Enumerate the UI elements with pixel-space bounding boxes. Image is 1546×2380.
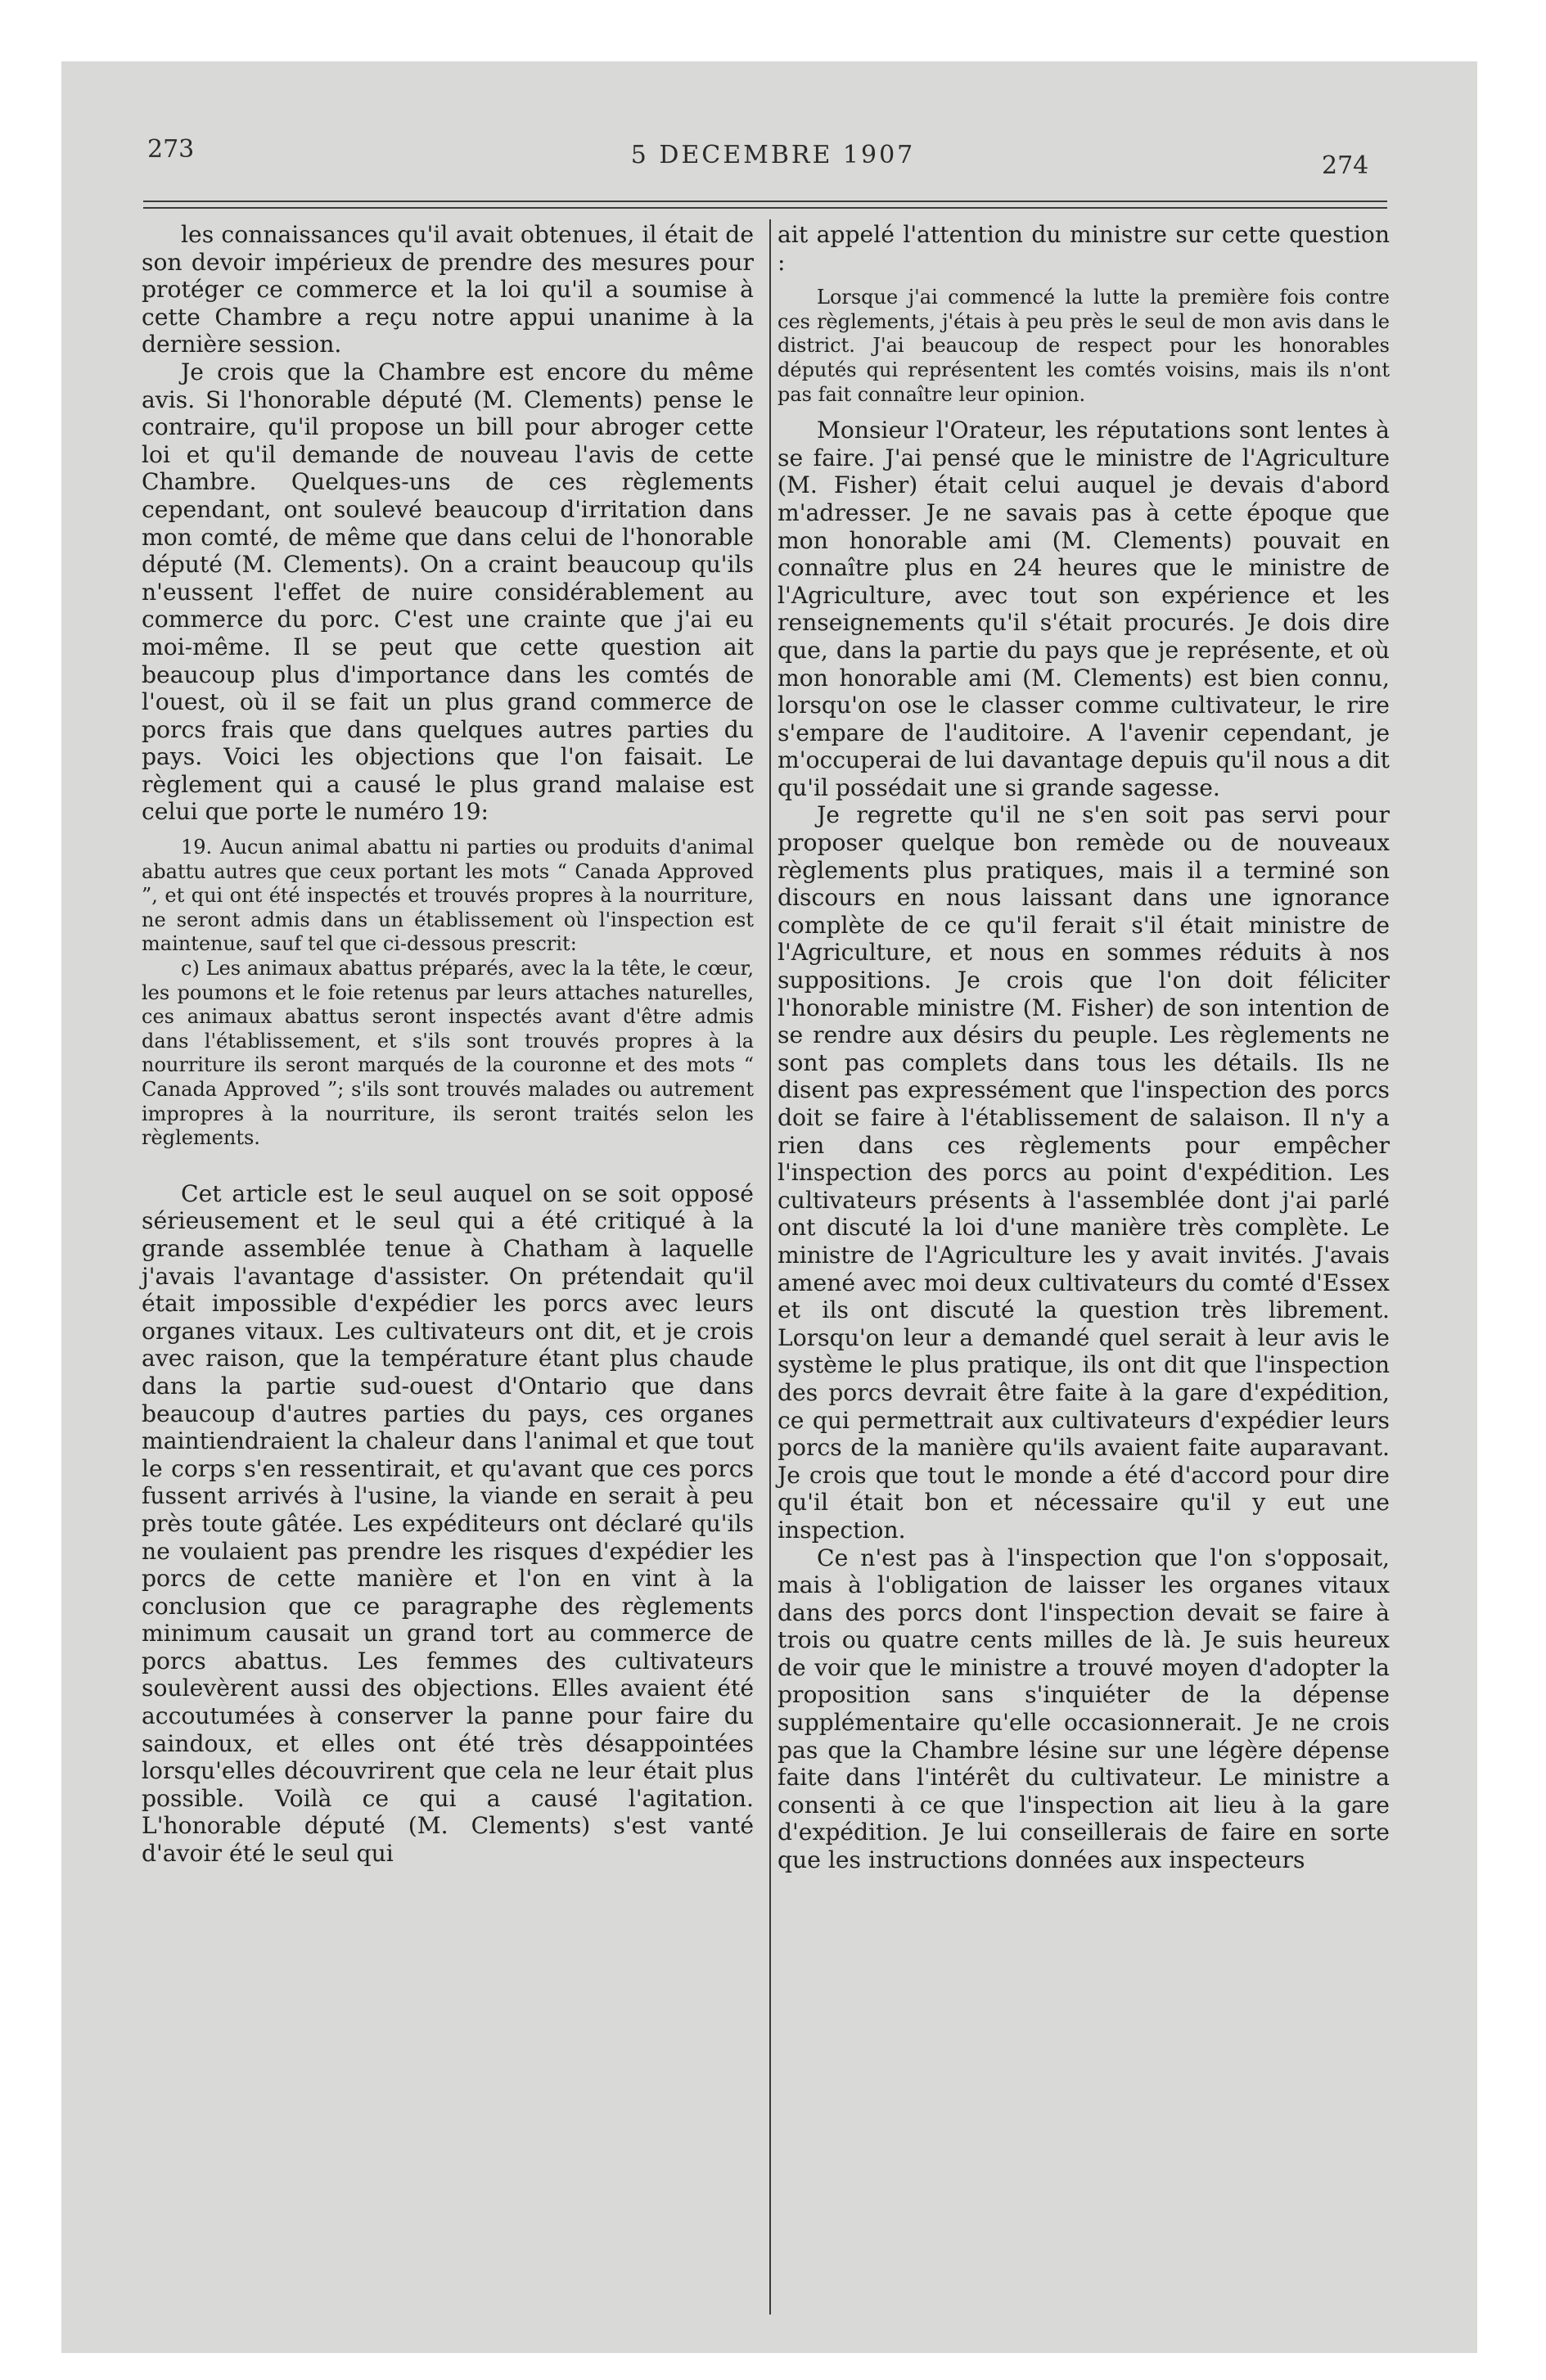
regulation-quote xyxy=(142,836,754,1151)
page-number-left: 273 xyxy=(147,135,195,164)
paragraph: Cet article est le seul auquel on se soit opposé sérieusement et le seul qui a été critiqué à la grande assemblée tenue à Chatham à laquelle j'avais l'avantage d'assister. On prétendait qu'il était impossible d'expédier les porcs avec leurs organes vitaux. Les cultivateurs ont dit, et je crois avec raison, que la température étant plus chaude dans la partie sud-ouest d'Ontario que dans beaucoup d'autres parties du pays, ces organes maintiendraient la chaleur dans l'animal et que tout le corps s'en ressentirait, et qu'avant que ces porcs fussent arrivés à l'usine, la viande en serait à peu près toute gâtée. Les expéditeurs ont déclaré qu'ils ne voulaient pas prendre les risques d'expédier les porcs de cette manière et l'on en vint à la conclusion que ce paragraphe des règlements minimum causait un grand tort au commerce de porcs abattus. Les femmes des cultivateurs soulevèrent aussi des objections. Elles avaient été accoutumées à conserver la panne pour faire du saindoux, et elles ont été très désappointées lorsqu'elles découvrirent que cela ne leur était plus possible. Voilà ce qui a causé l'agitation. L'honorable député (M. Clements) s'est vanté d'avoir été le seul qui xyxy=(142,1179,754,1868)
header-rule-bottom xyxy=(143,207,1387,209)
quote-paragraph: c) Les animaux abattus préparés, avec la la tête, le cœur, les poumons et le foie retenus par leurs attaches naturelles, ces animaux abattus seront inspectés avant d'être admis dans l'établissement, et s'ils sont trouvés propres à la nourriture ils seront marqués de la couronne et des mots “ Canada Approved ”; s'ils sont trouvés malades ou autrement impropres à la nourriture, ils seront traités selon les règlements. xyxy=(142,957,754,1150)
paragraph: Je crois que la Chambre est encore du même avis. Si l'honorable député (M. Clements) pense le contraire, qu'il propose un bill pour abroger cette loi et qu'il demande de nouveau l'avis de cette Chambre. Quelques-uns de ces règlements cependant, ont soulevé beaucoup d'irritation dans mon comté, de même que dans celui de l'honorable député (M. Clements). On a craint beaucoup qu'ils n'eussent l'effet de nuire considérablement au commerce du porc. C'est une crainte que j'ai eu moi-même. Il se peut que cette question ait beaucoup plus d'importance dans les comtés de l'ouest, où il se fait un plus grand commerce de porcs frais que dans quelques autres parties du pays. Voici les objections que l'on faisait. Le règlement qui a causé le plus grand malaise est celui que porte le numéro 19: xyxy=(142,358,754,826)
paragraph: les connaissances qu'il avait obtenues, il était de son devoir impérieux de prendre des mesures pour protéger ce commerce et la loi qu'il a soumise à cette Chambre a reçu notre appui unanime à la dernière session. xyxy=(142,221,754,358)
left-column xyxy=(142,221,754,1868)
paragraph: Je regrette qu'il ne s'en soit pas servi pour proposer quelque bon remède ou de nouveaux règlements plus pratiques, mais il a terminé son discours en nous laissant dans une ignorance complète de ce qu'il ferait s'il était ministre de l'Agriculture, et nous en sommes réduits à nos suppositions. Je crois que l'on doit féliciter l'honorable ministre (M. Fisher) de son intention de se rendre aux désirs du peuple. Les règlements ne sont pas complets dans tous les détails. Ils ne disent pas expressément que l'inspection des porcs doit se faire à l'établissement de salaison. Il n'y a rien dans ces règlements pour empêcher l'inspection des porcs au point d'expédition. Les cultivateurs présents à l'assemblée dont j'ai parlé ont discuté la loi d'une manière très complète. Le ministre de l'Agriculture les y avait invités. J'avais amené avec moi deux cultivateurs du comté d'Essex et ils ont discuté la question très librement. Lorsqu'on leur a demandé quel serait à leur avis le système le plus pratique, ils ont dit que l'inspection des porcs devrait être faite à la gare d'expédition, ce qui permettrait aux cultivateurs d'expédier leurs porcs de la manière qu'ils avaient faite auparavant. Je crois que tout le monde a été d'accord pour dire qu'il était bon et nécessaire qu'il y eut une inspection. xyxy=(778,801,1390,1544)
page-header-date: 5 DECEMBRE 1907 xyxy=(630,141,916,169)
header-rule-top xyxy=(143,201,1387,202)
paragraph: Monsieur l'Orateur, les réputations sont lentes à se faire. J'ai pensé que le ministre de l'Agriculture (M. Fisher) était celui auquel je devais d'abord m'adresser. Je ne savais pas à cette époque que mon honorable ami (M. Clements) pouvait en connaître plus en 24 heures que le ministre de l'Agriculture, avec tout son expérience et les renseignements qu'il s'était procurés. Je dois dire que, dans la partie du pays que je représente, et où mon honorable ami (M. Clements) est bien connu, lorsqu'on ose le classer comme cultivateur, le rire s'empare de l'auditoire. A l'avenir cependant, je m'occuperai de lui davantage depuis qu'il nous a dit qu'il possédait une si grande sagesse. xyxy=(778,417,1390,801)
right-column xyxy=(778,221,1390,1874)
quote-paragraph: Lorsque j'ai commencé la lutte la première fois contre ces règlements, j'étais à peu près le seul de mon avis dans le district. J'ai beaucoup de respect pour les honorables députés qui représentent les comtés voisins, mais ils n'ont pas fait connaître leur opinion. xyxy=(778,286,1390,406)
paragraph: Ce n'est pas à l'inspection que l'on s'opposait, mais à l'obligation de laisser les organes vitaux dans des porcs dont l'inspection devait se faire à trois ou quatre cents milles de là. Je suis heureux de voir que le ministre a trouvé moyen d'adopter la proposition sans s'inquiéter de la dépense supplémentaire qu'elle occasionnerait. Je ne crois pas que la Chambre lésine sur une légère dépense faite dans l'intérêt du cultivateur. Le ministre a consenti à ce que l'inspection ait lieu à la gare d'expédition. Je lui conseillerais de faire en sorte que les instructions données aux inspecteurs xyxy=(778,1544,1390,1874)
column-divider xyxy=(769,219,771,2315)
citation-quote xyxy=(778,286,1390,407)
page-number-right: 274 xyxy=(1322,151,1369,180)
quote-paragraph: 19. Aucun animal abattu ni parties ou produits d'animal abattu autres que ceux portant les mots “ Canada Approved ”, et qui ont été inspectés et trouvés propres à la nourriture, ne seront admis dans un établissement où l'inspection est maintenue, sauf tel que ci-dessous prescrit: xyxy=(142,836,754,956)
paragraph: ait appelé l'attention du ministre sur cette question : xyxy=(778,221,1390,276)
